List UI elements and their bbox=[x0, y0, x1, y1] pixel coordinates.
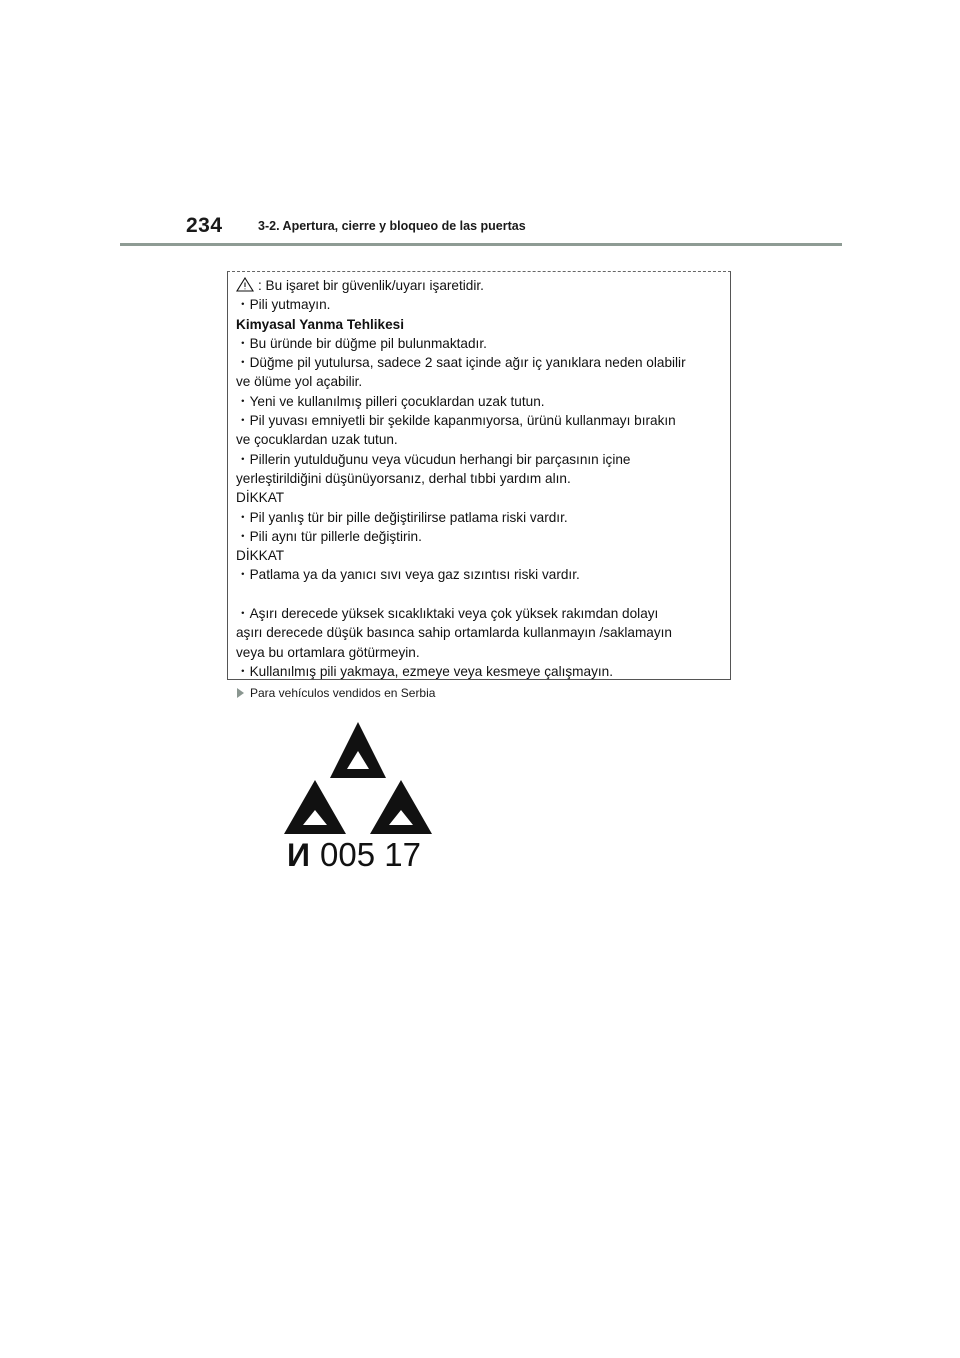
warning-line bbox=[236, 315, 726, 334]
warning-line bbox=[236, 643, 726, 662]
warning-line-text: ・Pili aynı tür pillerle değiştirin. bbox=[236, 528, 422, 544]
warning-line bbox=[236, 295, 726, 314]
symbol-code bbox=[287, 836, 421, 874]
symbol-number: 005 17 bbox=[320, 836, 421, 873]
warning-line-text: DİKKAT bbox=[236, 548, 285, 564]
warning-line bbox=[236, 662, 726, 681]
warning-line-text: ・Patlama ya da yanıcı sıvı veya gaz sızıntısı riski vardır. bbox=[236, 567, 580, 583]
warning-line bbox=[236, 546, 726, 565]
warning-line-text: yerleştirildiğini düşünüyorsanız, derhal tıbbi yardım alın. bbox=[236, 470, 571, 486]
warning-line-text: Kimyasal Yanma Tehlikesi bbox=[236, 316, 405, 332]
note bbox=[237, 686, 435, 700]
section-title: 3-2. Apertura, cierre y bloqueo de las puertas bbox=[258, 219, 526, 233]
warning-line bbox=[236, 469, 726, 488]
warning-line-text: : Bu işaret bir güvenlik/uyarı işaretidir. bbox=[258, 278, 484, 293]
warning-line bbox=[236, 276, 726, 295]
warning-line-text: ve ölüme yol açabilir. bbox=[236, 374, 363, 390]
warning-line-text: ・Yeni ve kullanılmış pilleri çocuklardan uzak tutun. bbox=[236, 393, 545, 409]
warning-line-text: DİKKAT bbox=[236, 490, 285, 506]
warning-line-text: ve çocuklardan uzak tutun. bbox=[236, 432, 398, 448]
serbian-conformity-triangles-icon bbox=[282, 720, 434, 838]
warning-line bbox=[236, 353, 726, 372]
warning-line-text: ・Aşırı derecede yüksek sıcaklıktaki veya çok yüksek rakımdan dolayı bbox=[236, 606, 659, 622]
warning-line bbox=[236, 565, 726, 584]
warning-line-text: ・Düğme pil yutulursa, sadece 2 saat içinde ağır iç yanıklara neden olabilir bbox=[236, 355, 686, 371]
warning-line bbox=[236, 334, 726, 353]
warning-line bbox=[236, 392, 726, 411]
warning-line bbox=[236, 411, 726, 430]
warning-line-text: ・Pili yutmayın. bbox=[236, 297, 331, 313]
warning-line bbox=[236, 488, 726, 507]
warning-line-text: ・Kullanılmış pili yakmaya, ezmeye veya kesmeye çalışmayın. bbox=[236, 663, 613, 679]
warning-triangle-icon bbox=[236, 277, 254, 292]
warning-line-text: ・Pil yanlış tür bir pille değiştirilirse patlama riski vardır. bbox=[236, 509, 568, 525]
warning-line bbox=[236, 372, 726, 391]
warning-line bbox=[236, 604, 726, 623]
warning-line bbox=[236, 508, 726, 527]
note-text: Para vehículos vendidos en Serbia bbox=[250, 686, 436, 700]
warning-line bbox=[236, 430, 726, 449]
blank-line bbox=[236, 585, 726, 604]
warning-line-text: veya bu ortamlara götürmeyin. bbox=[236, 644, 420, 660]
warning-line-text: aşırı derecede düşük basınca sahip ortamlarda kullanmayın /saklamayın bbox=[236, 625, 672, 641]
symbol-mark: И bbox=[287, 837, 310, 873]
warning-line-text: ・Pil yuvası emniyetli bir şekilde kapanmıyorsa, ürünü kullanmayı bırakın bbox=[236, 413, 676, 429]
arrow-right-icon bbox=[237, 688, 244, 698]
warning-line bbox=[236, 450, 726, 469]
warning-line bbox=[236, 623, 726, 642]
header-rule bbox=[120, 243, 842, 246]
warning-line-text: ・Bu üründe bir düğme pil bulunmaktadır. bbox=[236, 335, 487, 351]
warning-line-text: ・Pillerin yutulduğunu veya vücudun herhangi bir parçasının içine bbox=[236, 451, 631, 467]
warning-line bbox=[236, 527, 726, 546]
page-number: 234 bbox=[186, 214, 223, 237]
warning-content bbox=[236, 276, 726, 681]
